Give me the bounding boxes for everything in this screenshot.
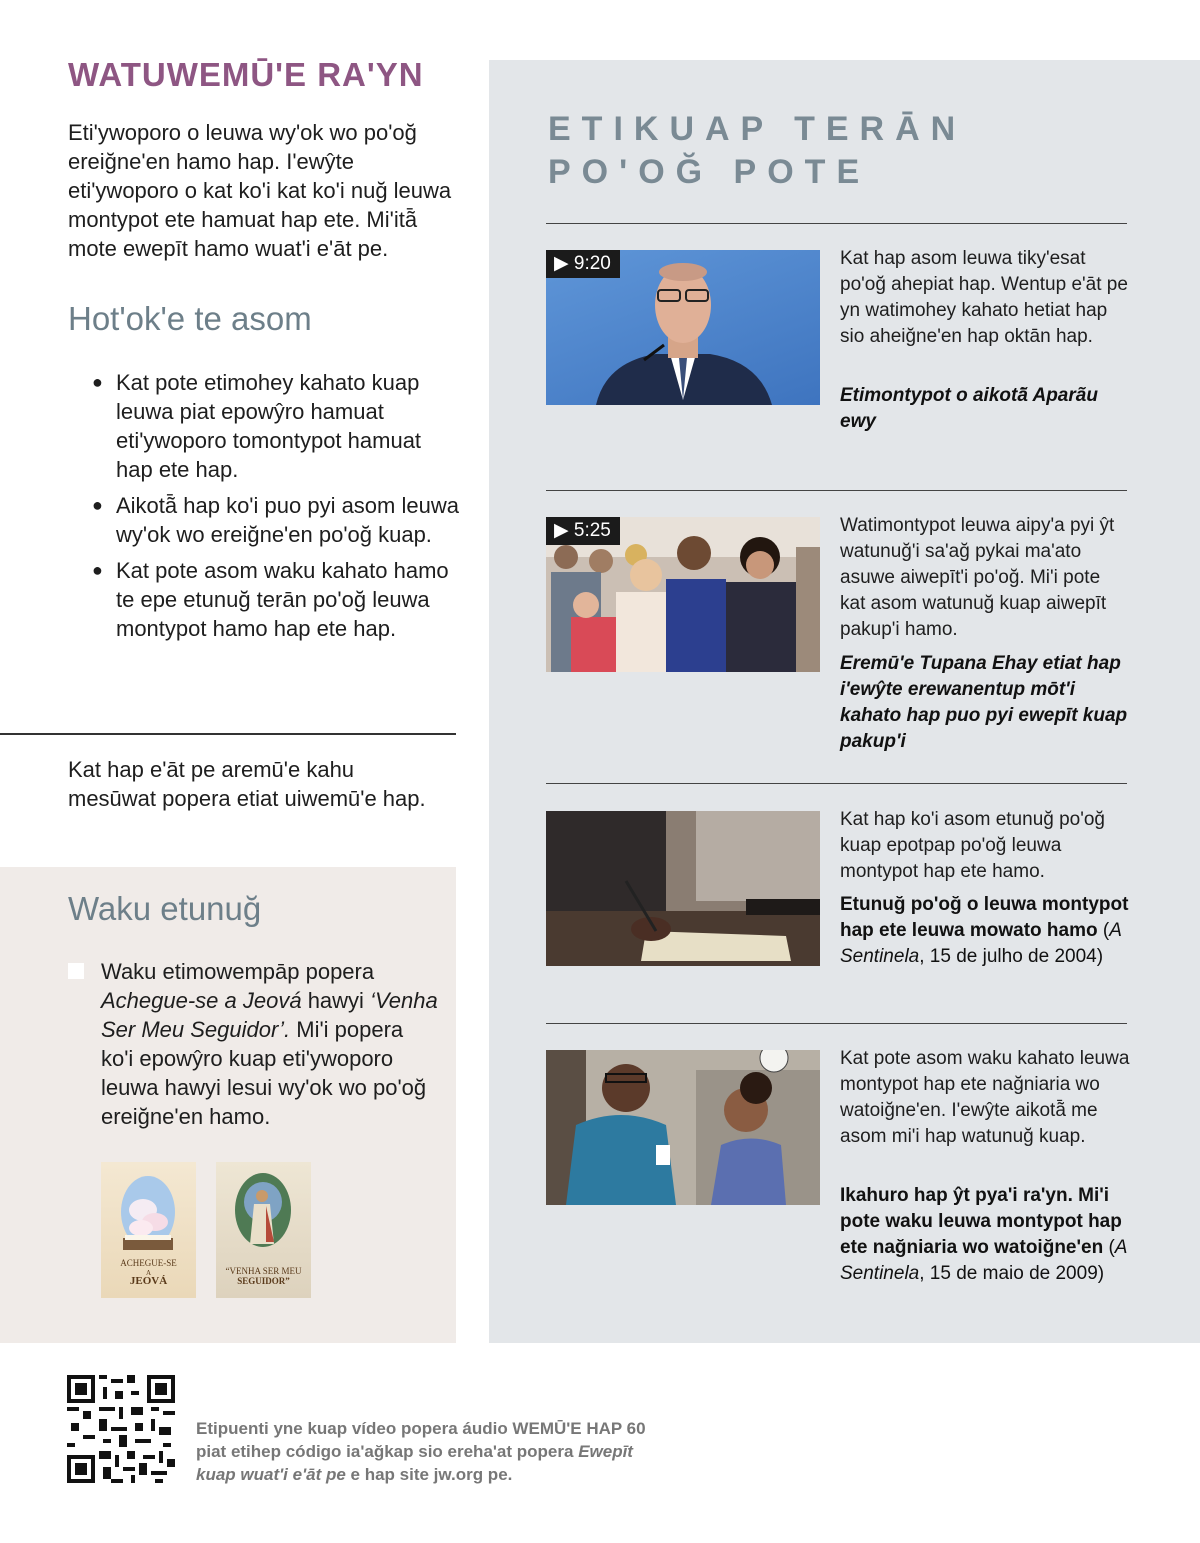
bullet-item (90, 491, 460, 549)
bullet-text: Kat pote asom waku kahato hamo te epe etunuğ terān po'oğ leuwa montypot hamo hap ete hap. (116, 558, 449, 641)
article-description: Kat pote asom waku kahato leuwa montypot hap ete nağniaria wo watoiğne'en. I'ewŷte aikotã̄ me asom mi'i hap watunuğ kuap. (840, 1048, 1130, 1147)
divider (546, 490, 1127, 491)
video-title[interactable]: Etimontypot o aikotã̄ Aparãu ewy (840, 385, 1098, 432)
video-duration-badge: ▶ 9:20 (546, 250, 620, 278)
activity-text: Waku etimowempāp popera Achegue-se a Jeová hawyi ‘Venha Ser Meu Seguidor’. Mi'i popera ko'i epowŷro kuap eti'ywoporo leuwa hawyi lesui wy'ok wo po'oğ ereiğne'en hamo. (101, 959, 438, 1129)
book-cover-line: “VENHA SER MEU (225, 1266, 302, 1276)
study-photo (546, 811, 820, 966)
book-cover-achegue[interactable] (101, 1162, 196, 1298)
nurses-photo (546, 1050, 820, 1205)
article-reference[interactable]: Ikahuro hap ŷt pya'i ra'yn. Mi'i pote waku leuwa montypot hap ete nağniaria wo watoiğne'en (A Sentinela, 15 de maio de 2009) (840, 1185, 1127, 1284)
qr-code-icon[interactable] (67, 1375, 175, 1483)
video-thumbnail[interactable] (546, 517, 820, 672)
bullet-item (90, 368, 460, 484)
video-title[interactable]: Eremū'e Tupana Ehay etiat hap i'ewŷte erewanentup mōt'i kahato hap puo pyi ewepīt kuap pakup'i (840, 653, 1128, 752)
divider (0, 733, 456, 735)
divider (546, 1023, 1127, 1024)
video-description: Kat hap asom leuwa tiky'esat po'oğ ahepiat hap. Wentup e'āt pe yn watimohey kahato hetiat hap sio aheiğne'en hap oktān hap. (840, 248, 1128, 347)
book-cover-line: JEOVÁ (129, 1275, 168, 1287)
book-cover-line: SEGUIDOR” (237, 1276, 290, 1286)
bullet-text: Aikotã̄ hap ko'i puo pyi asom leuwa wy'ok wo ereiğne'en po'oğ kuap. (116, 493, 459, 547)
video-duration-badge: ▶ 5:25 (546, 517, 620, 545)
section-title: WATUWEMŪ'E RA'YN (68, 56, 424, 93)
book-cover-venha[interactable] (216, 1162, 311, 1298)
subheading: Hot'ok'e te asom (68, 300, 312, 337)
book-cover-line: A (145, 1269, 152, 1277)
video-description: Watimontypot leuwa aipy'a pyi ŷt watunuğ'i sa'ağ pykai ma'ato asuwe aiwepīt'i po'oğ. Mi'i pote kat asom watunuğ kuap aiwepīt pakup'i hamo. (840, 515, 1115, 640)
divider (546, 783, 1127, 784)
qr-code-graphic (67, 1375, 175, 1483)
video-thumbnail[interactable] (546, 250, 820, 405)
bullet-dot-icon: ● (92, 560, 103, 580)
article-image (546, 1050, 820, 1205)
note-paragraph: Kat hap e'āt pe aremū'e kahu mesūwat popera etiat uiwemū'e hap. (68, 757, 426, 811)
book-cover-line: ACHEGUE-SE (120, 1258, 177, 1268)
bullet-text: Kat pote etimohey kahato kuap leuwa piat epowŷro hamuat eti'ywoporo tomontypot hamuat hap ete hap. (116, 370, 422, 482)
activity-title: Waku etunuğ (68, 890, 262, 927)
bullet-item (90, 556, 460, 643)
bullet-list (90, 368, 460, 650)
article-reference[interactable]: Etunuğ po'oğ o leuwa montypot hap ete leuwa mowato hamo (A Sentinela, 15 de julho de 2004) (840, 894, 1129, 967)
footer-text: Etipuenti yne kuap vídeo popera áudio WEMŪ'E HAP 60 piat etihep código ia'ağkap sio ereha'at popera Ewepīt kuap wuat'i e'āt pe e hap site jw.org pe. (196, 1419, 646, 1484)
divider (546, 223, 1127, 224)
bullet-dot-icon: ● (92, 495, 103, 515)
videos-heading: ETIKUAP TERĀN PO'OĞ POTE (548, 110, 967, 191)
intro-paragraph: Eti'ywoporo o leuwa wy'ok wo po'oğ ereiğne'en hamo hap. I'ewŷte eti'ywoporo o kat ko'i kat ko'i nuğ leuwa montypot ete hamuat hap ete. Mi'itã̄ mote ewepīt hamo wuat'i e'āt pe. (68, 120, 452, 261)
checkbox[interactable] (68, 963, 84, 979)
bullet-dot-icon: ● (92, 372, 103, 392)
article-description: Kat hap ko'i asom etunuğ po'oğ kuap epotpap po'oğ leuwa montypot hap ete hamo. (840, 809, 1105, 882)
article-image (546, 811, 820, 966)
